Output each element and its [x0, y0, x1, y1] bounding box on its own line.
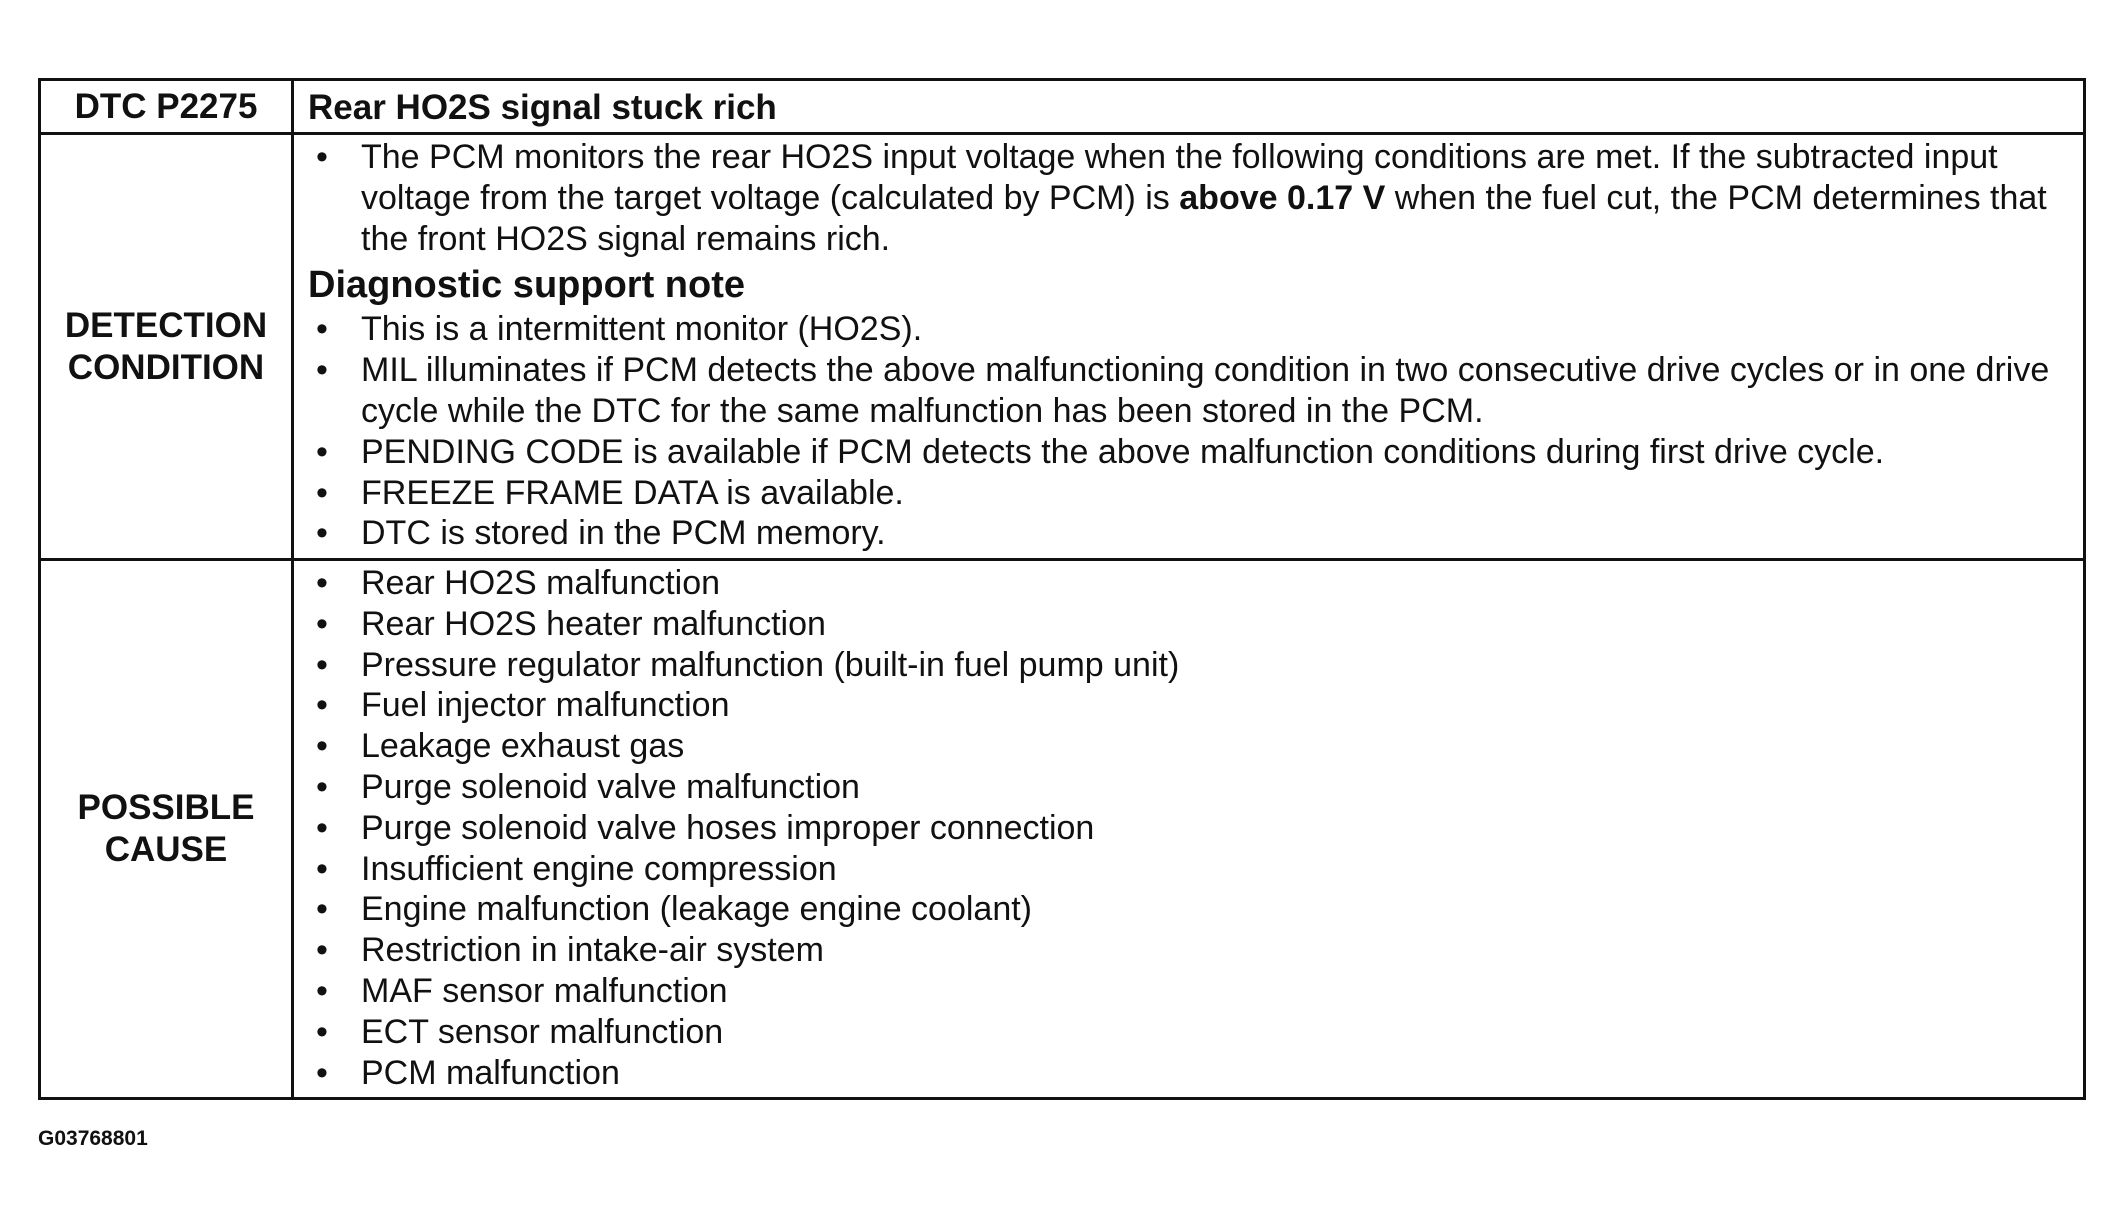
list-item: • Rear HO2S heater malfunction: [294, 604, 2083, 645]
diagnostic-support-note-heading: Diagnostic support note: [308, 264, 745, 307]
possible-cause-row: [41, 561, 2083, 1097]
detection-label-line1: DETECTION: [64, 305, 268, 345]
detection-label-line2: CONDITION: [67, 347, 265, 387]
possible-cause-list: [294, 563, 2083, 1093]
detection-intro-after: when the fuel cut, the PCM determines that the front HO2S signal remains rich.: [361, 178, 2047, 258]
list-item: • FREEZE FRAME DATA is available.: [294, 473, 2083, 514]
figure-id: G03768801: [38, 1127, 148, 1150]
list-item: • MIL illuminates if PCM detects the above malfunctioning condition in two consecutive drive cycles or in one drive cycle while the DTC for the same malfunction has been stored in the PCM.: [294, 350, 2083, 432]
list-item: • Leakage exhaust gas: [294, 726, 2083, 767]
dtc-code: DTC P2275: [74, 86, 258, 126]
dtc-code-cell: [41, 81, 294, 132]
detection-intro-list: [294, 137, 2083, 259]
detection-condition-label: [41, 135, 294, 558]
possible-cause-label: [41, 561, 294, 1097]
dtc-title: Rear HO2S signal stuck rich: [308, 88, 777, 127]
dtc-table: [38, 78, 2086, 1100]
list-item: • Rear HO2S malfunction: [294, 563, 2083, 604]
table-header-row: [41, 81, 2083, 135]
list-item: • MAF sensor malfunction: [294, 971, 2083, 1012]
list-item: • DTC is stored in the PCM memory.: [294, 513, 2083, 554]
detection-intro-before: The PCM monitors the rear HO2S input voltage when the following conditions are met. If the subtracted input voltage from the target voltage (calculated by PCM) is: [361, 138, 1998, 217]
list-item: • Pressure regulator malfunction (built-in fuel pump unit): [294, 645, 2083, 686]
cause-label-line2: CAUSE: [104, 830, 228, 869]
detection-condition-row: [41, 135, 2083, 561]
list-item: [294, 137, 2083, 259]
list-item: • Engine malfunction (leakage engine coolant): [294, 889, 2083, 930]
detection-condition-content: [294, 135, 2083, 558]
detection-threshold: above 0.17 V: [1179, 178, 1386, 217]
diagnostic-notes-list: [294, 309, 2083, 554]
cause-label-line1: POSSIBLE: [77, 788, 255, 827]
list-item: • This is a intermittent monitor (HO2S).: [294, 309, 2083, 350]
possible-cause-content: [294, 561, 2083, 1097]
list-item: • Insufficient engine compression: [294, 849, 2083, 890]
list-item: • Purge solenoid valve malfunction: [294, 767, 2083, 808]
list-item: • PCM malfunction: [294, 1053, 2083, 1094]
dtc-title-cell: [294, 81, 2083, 132]
list-item: • Purge solenoid valve hoses improper connection: [294, 808, 2083, 849]
list-item: • PENDING CODE is available if PCM detects the above malfunction conditions during first drive cycle.: [294, 432, 2083, 473]
list-item: • Fuel injector malfunction: [294, 685, 2083, 726]
list-item: • Restriction in intake-air system: [294, 930, 2083, 971]
list-item: • ECT sensor malfunction: [294, 1012, 2083, 1053]
